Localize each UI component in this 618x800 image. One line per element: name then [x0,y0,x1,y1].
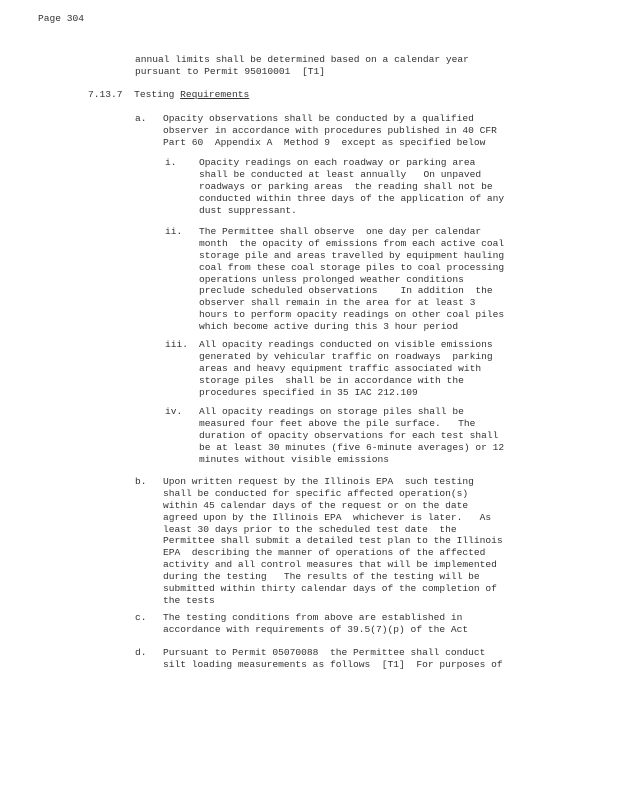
paragraph-line: hours to perform opacity readings on other coal piles [199,309,505,321]
paragraph-line: observer in accordance with procedures published in 40 CFR [163,124,497,136]
paragraph-line: Upon written request by the Illinois EPA such testing [163,476,474,487]
paragraph-line: EPA describing the manner of operations of the affected [163,547,486,559]
subitem-iii-marker: iii. [165,339,189,350]
item-d-marker: d. [135,647,147,658]
subitem-i-paragraph [199,157,504,216]
paragraph-line: agreed upon by the Illinois EPA whichever is later. As [163,511,492,523]
subitem-iii-paragraph [199,339,493,398]
paragraph-line: which become active during this 3 hour period [199,321,459,333]
section-number: 7.13.7 [88,89,123,100]
item-b-marker: b. [135,476,147,487]
subitem-iv-paragraph [199,406,504,465]
page-header: Page 304 [38,13,85,24]
paragraph-line: preclude scheduled observations In addition the [199,285,493,297]
subitem-iv-marker: iv. [165,406,183,417]
paragraph-line: the tests [163,594,215,606]
item-c-paragraph [163,612,468,636]
paragraph-line: annual limits shall be determined based on a calendar year [135,54,469,65]
paragraph-line: minutes without visible emissions [199,453,389,465]
paragraph-line: roadways or parking areas the reading shall not be [199,180,493,192]
paragraph-line: dust suppressant. [199,204,297,216]
paragraph-line: procedures specified in 35 IAC 212.109 [199,386,418,398]
paragraph-line: during the testing The results of the testing will be [163,571,480,583]
paragraph-line: coal from these coal storage piles to coal processing [199,261,505,273]
paragraph-line: within 45 calendar days of the request or on the date [163,499,469,511]
item-a-marker: a. [135,113,147,124]
paragraph-line: accordance with requirements of 39.5(7)(p) of the Act [163,623,469,635]
paragraph-line: submitted within thirty calendar days of the completion of [163,583,497,595]
paragraph-line: storage piles shall be in accordance with the [199,374,464,386]
paragraph-line: Permittee shall submit a detailed test plan to the Illinois [163,535,503,547]
paragraph-line: Pursuant to Permit 05070088 the Permittee shall conduct [163,647,486,658]
item-b-paragraph [163,476,503,607]
paragraph-line: be at least 30 minutes (five 6-minute averages) or 12 [199,441,505,453]
subitem-ii-paragraph [199,226,504,333]
paragraph-line: All opacity readings on storage piles shall be [199,406,464,417]
paragraph-line: Part 60 Appendix A Method 9 except as specified below [163,136,486,148]
section-heading [88,89,249,101]
paragraph-line: pursuant to Permit 95010001 [T1] [135,65,325,77]
paragraph-line: activity and all control measures that will be implemented [163,559,497,571]
section-title-underlined: Requirements [180,89,250,100]
paragraph-line: The testing conditions from above are established in [163,612,463,623]
paragraph-line: least 30 days prior to the scheduled test date the [163,523,457,535]
paragraph-line: storage pile and areas travelled by equipment hauling [199,249,505,261]
paragraph-line: silt loading measurements as follows [T1] For purposes of [163,658,503,670]
item-a-paragraph [163,113,497,149]
subitem-i-marker: i. [165,157,177,168]
paragraph-line: operations unless prolonged weather conditions [199,273,464,285]
intro-paragraph [135,54,469,78]
subitem-ii-marker: ii. [165,226,183,237]
item-c-marker: c. [135,612,147,623]
paragraph-line: Opacity observations shall be conducted by a qualified [163,113,474,124]
paragraph-line: conducted within three days of the application of any [199,192,505,204]
paragraph-line: The Permittee shall observe one day per calendar [199,226,482,237]
paragraph-line: shall be conducted at least annually On unpaved [199,168,482,180]
paragraph-line: shall be conducted for specific affected operation(s) [163,487,469,499]
paragraph-line: measured four feet above the pile surface. The [199,417,476,429]
section-title: Testing [134,89,181,100]
paragraph-line: duration of opacity observations for each test shall [199,429,499,441]
paragraph-line: month the opacity of emissions from each active coal [199,237,505,249]
paragraph-line: Opacity readings on each roadway or parking area [199,157,476,168]
paragraph-line: observer shall remain in the area for at least 3 [199,297,476,309]
item-d-paragraph [163,647,503,671]
paragraph-line: areas and heavy equipment traffic associated with [199,362,482,374]
paragraph-line: All opacity readings conducted on visible emissions [199,339,493,350]
paragraph-line: generated by vehicular traffic on roadways parking [199,350,493,362]
